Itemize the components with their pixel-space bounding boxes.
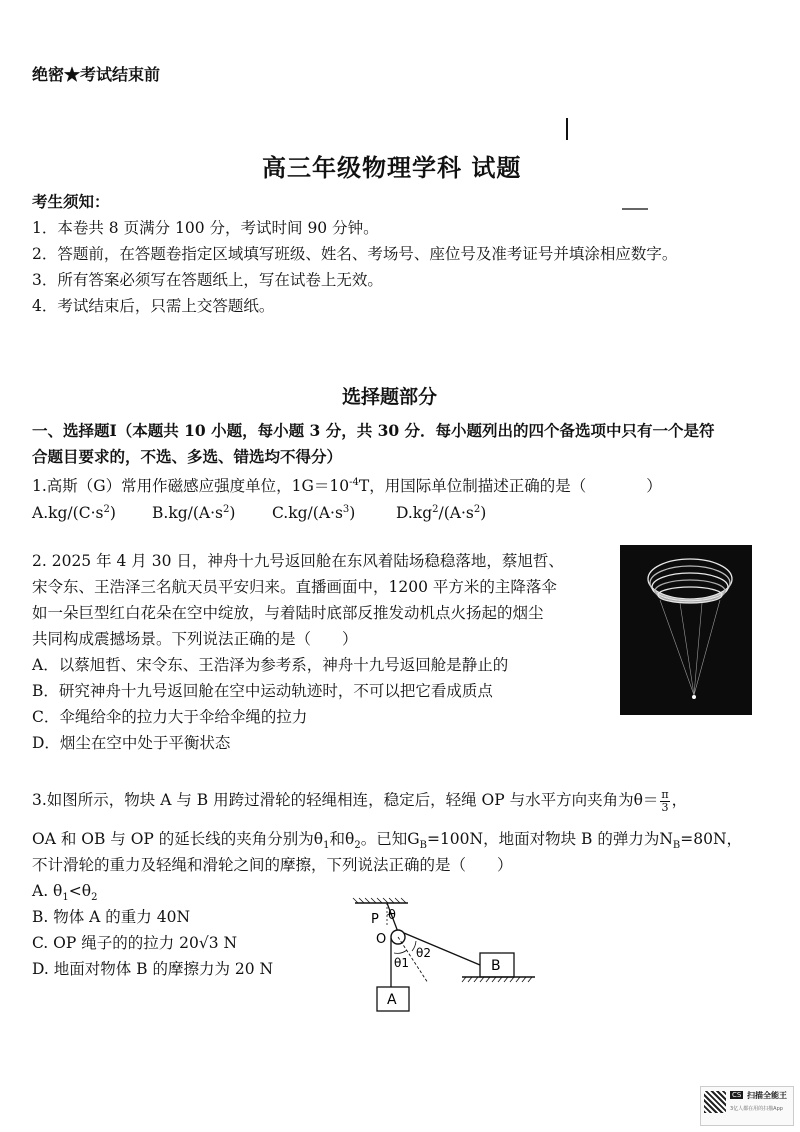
notice-item-4: 4．考试结束后，只需上交答题纸。 [32, 297, 275, 315]
q2-stem-line1: 2. 2025 年 4 月 30 日，神舟十九号返回舱在东风着陆场稳稳落地，蔡旭哲、 [32, 552, 564, 570]
scanner-name: 扫描全能王 [747, 1091, 787, 1100]
q3-option-a: A. $\theta_1<\theta_2$ [32, 882, 98, 904]
notice-heading: 考生须知： [32, 192, 110, 211]
part1-instruction-line1: 一、选择题Ⅰ（本题共 10 小题，每小题 3 分，共 30 分．每小题列出的四个备选项中只有一个是符 [32, 421, 715, 440]
q3-option-b: B. 物体 A 的重力 40N [32, 908, 191, 926]
label-theta2: θ2 [416, 946, 431, 960]
q3-stem-line2: OA 和 OB 与 OP 的延长线的夹角分别为$\theta_1$和$\theta_2$。已知$G_B=100N$，地面对物块 B 的弹力为$N_B=80N$， [32, 830, 743, 852]
part1-instruction-line2: 合题目要求的，不选、多选、错选均不得分） [32, 447, 343, 466]
label-theta: θ [388, 908, 396, 923]
label-theta1: θ1 [394, 956, 409, 970]
q3-stem-line1: 3.如图所示，物块 A 与 B 用跨过滑轮的轻绳相连，稳定后，轻绳 OP 与水平方向夹角为θ＝ $\frac{\pi}{3}$ ， [32, 787, 688, 814]
q3-frac-denominator: 3 [661, 800, 669, 814]
q2-option-c: C．伞绳给伞的拉力大于伞给伞绳的拉力 [32, 708, 308, 726]
q2-option-d: D．烟尘在空中处于平衡状态 [32, 734, 231, 752]
page-title: 高三年级物理学科 试题 [262, 153, 522, 182]
q2-stem-line3: 如一朵巨型红白花朵在空中绽放，与着陆时底部反推发动机点火扬起的烟尘 [32, 604, 544, 622]
label-p: P [371, 912, 379, 927]
q1-option-c: $C.kg/(A\cdot s^3)$ [272, 504, 356, 523]
q2-option-a: A．以蔡旭哲、宋令东、王浩泽为参考系，神舟十九号返回舱是静止的 [32, 656, 509, 674]
section-title: 选择题部分 [342, 386, 438, 408]
notice-item-1: 1．本卷共 8 页满分 100 分，考试时间 90 分钟。 [32, 219, 379, 237]
pulley-diagram [350, 895, 550, 1015]
q2-stem-line2: 宋令东、王浩泽三名航天员平安归来。直播画面中，1200 平方米的主降落伞 [32, 578, 557, 596]
notice-item-3: 3．所有答案必须写在答题纸上，写在试卷上无效。 [32, 271, 383, 289]
label-block-a: A [387, 992, 397, 1008]
secret-header: 绝密★考试结束前 [32, 65, 161, 84]
label-block-b: B [491, 958, 501, 974]
q3-option-d: D. 地面对物体 B 的摩擦力为 20 N [32, 960, 274, 978]
q1-option-d: $D.kg^2/(A\cdot s^2)$ [396, 504, 487, 523]
q3-option-c: C. OP 绳子的的拉力 20√3 N [32, 934, 238, 952]
scan-mark [622, 208, 648, 210]
q3-frac-numerator: π [661, 787, 669, 801]
q1-stem: 1.高斯（G）常用作磁感应强度单位，$1G=10^{-4}T$，用国际单位制描述正确的是（ ） [32, 477, 662, 496]
q1-option-a: $A.kg/(C\cdot s^2)$ [32, 504, 116, 523]
scanner-watermark [700, 1086, 794, 1126]
q2-stem-line4: 共同构成震撼场景。下列说法正确的是（ ） [32, 630, 358, 648]
notice-item-2: 2．答题前，在答题卷指定区域填写班级、姓名、考场号、座位号及准考证号并填涂相应数字。 [32, 245, 678, 263]
parachute-photo [620, 545, 752, 715]
parachute-icon [620, 545, 752, 715]
q1-option-b: $B.kg/(A\cdot s^2)$ [152, 504, 236, 523]
scanner-subtitle: 3亿人都在用的扫描App [730, 1106, 783, 1112]
q2-option-b: B．研究神舟十九号返回舱在空中运动轨迹时，不可以把它看成质点 [32, 682, 493, 700]
scanner-badge: CS [732, 1091, 742, 1099]
scan-mark [566, 118, 568, 140]
label-o: O [376, 932, 387, 947]
qr-code-icon [704, 1091, 726, 1113]
q3-stem-line3: 不计滑轮的重力及轻绳和滑轮之间的摩擦，下列说法正确的是（ ） [32, 856, 513, 874]
